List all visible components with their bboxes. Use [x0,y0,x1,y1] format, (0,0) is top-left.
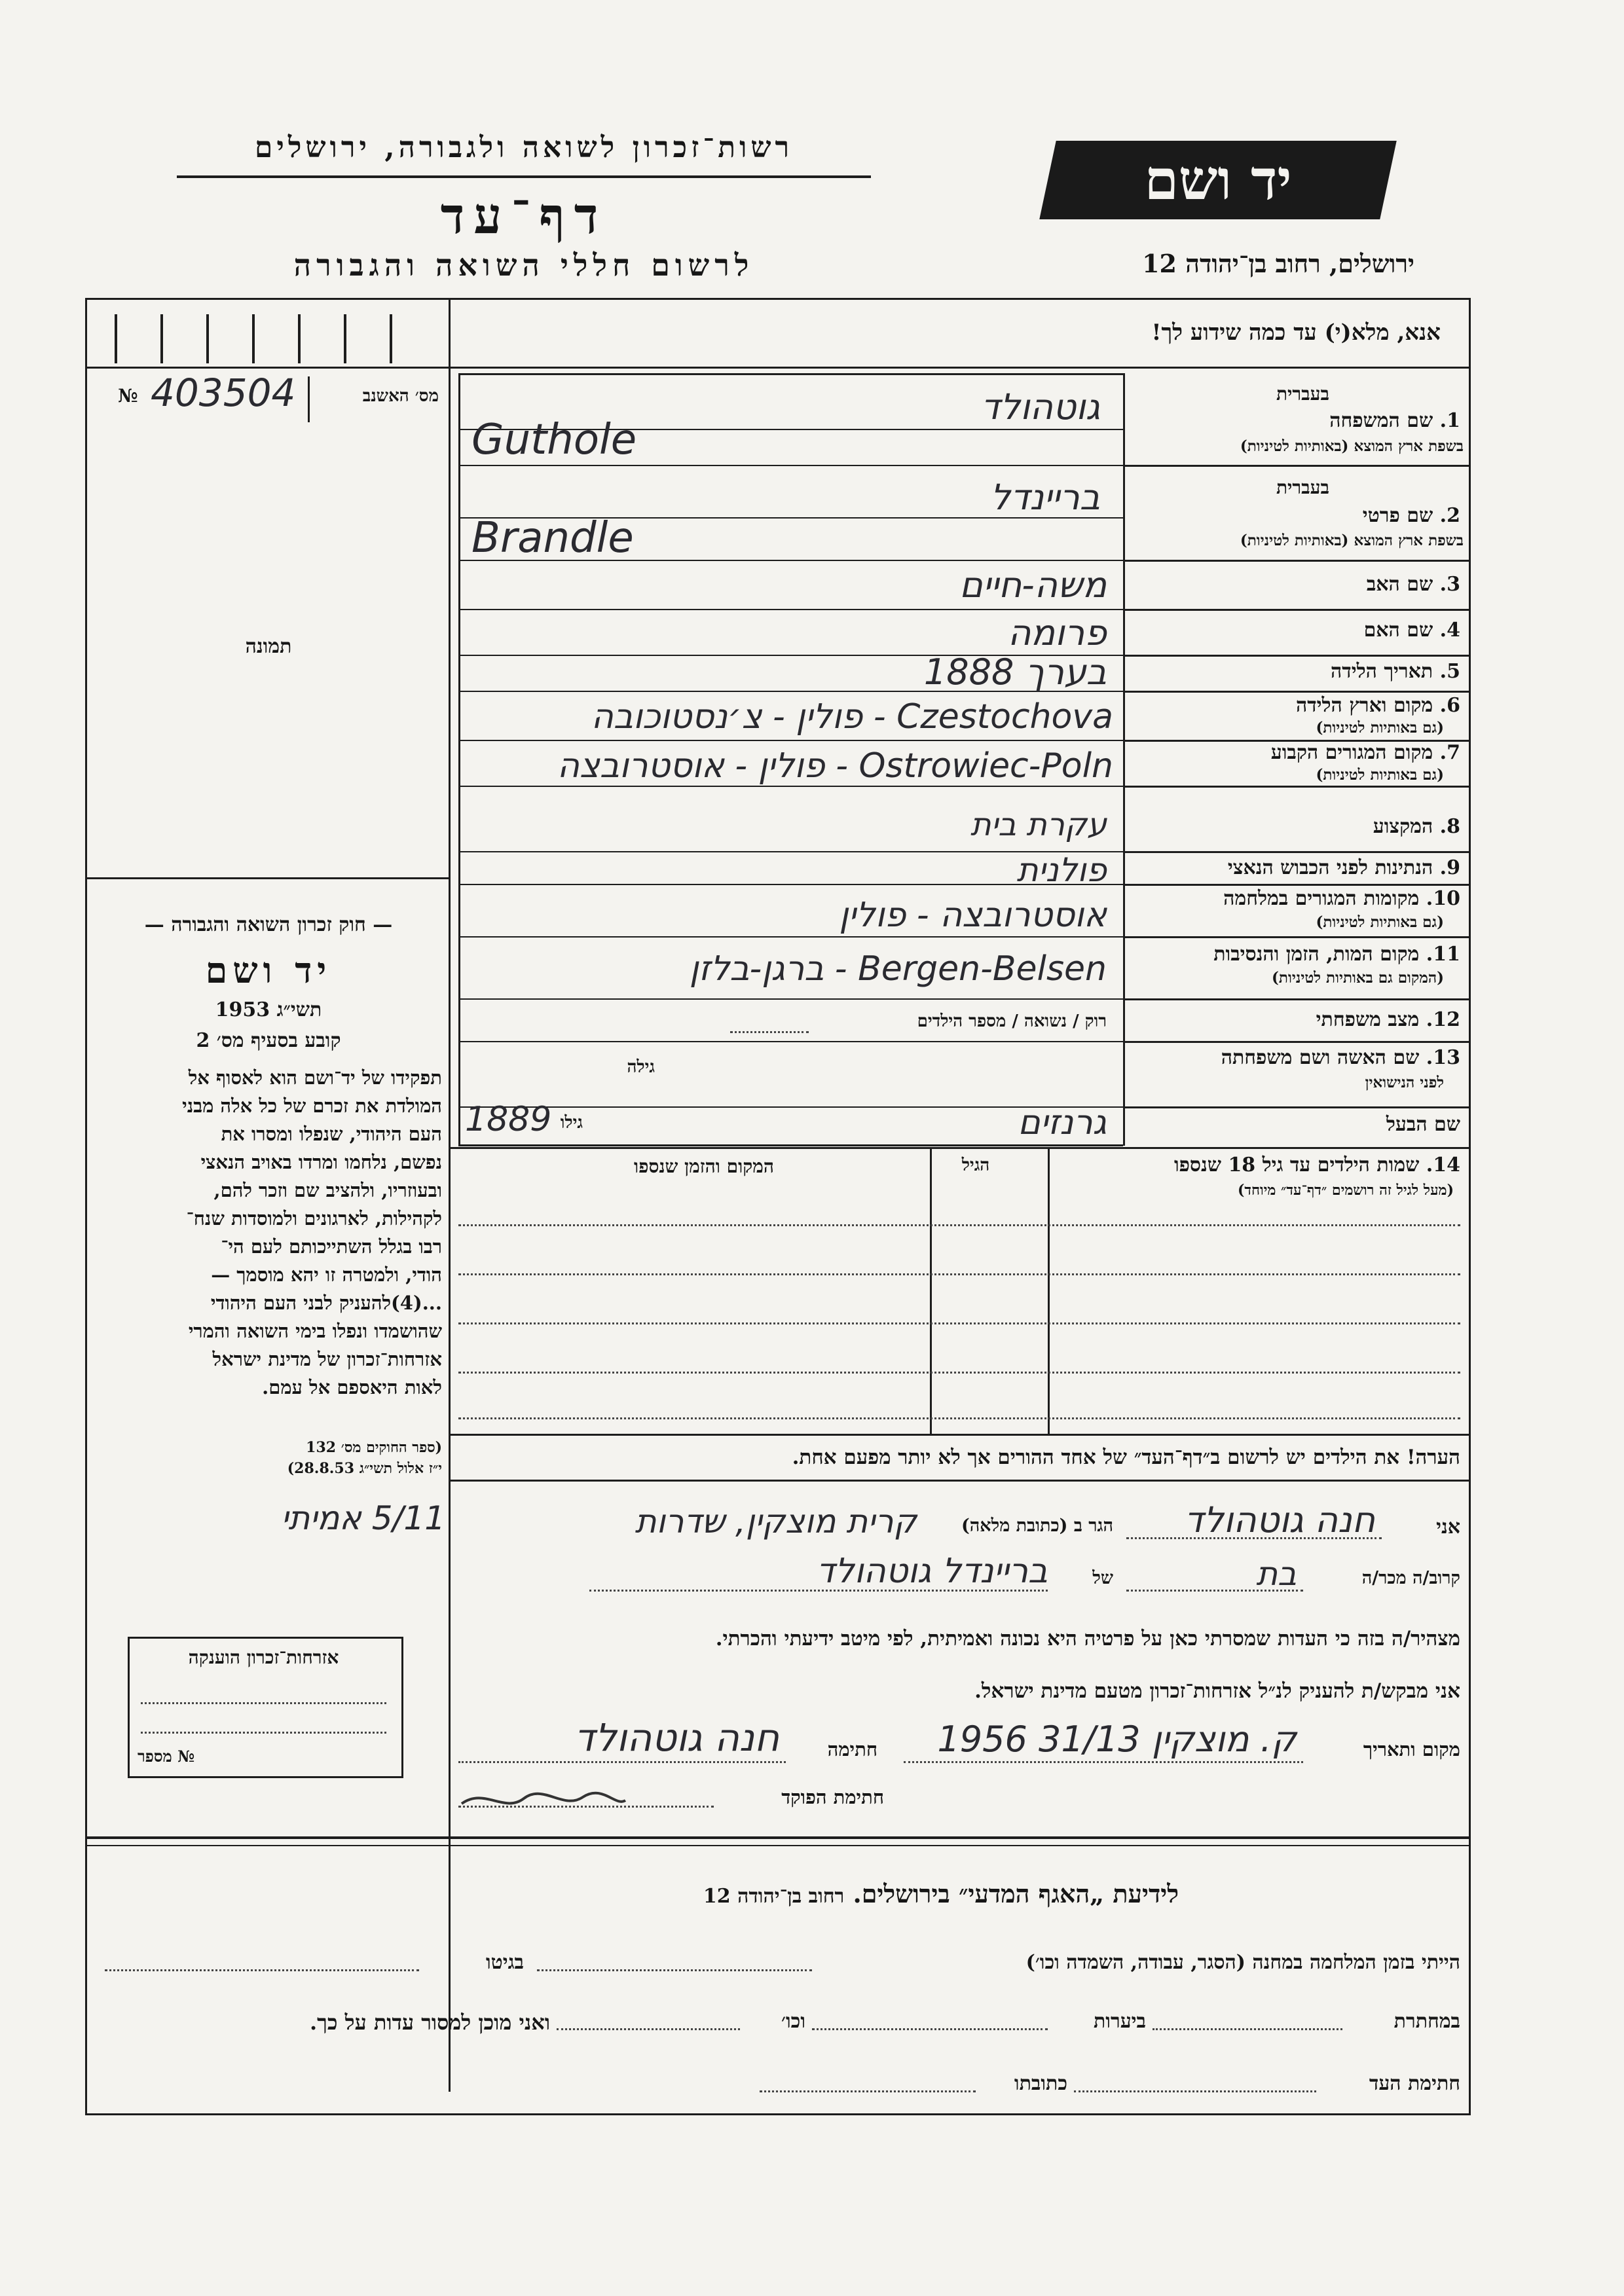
field-label: מקומות המגורים במלחמה [1223,887,1420,910]
citizenship-number-mark: № [177,1747,195,1766]
footer-line2-c: וכו׳ [781,2010,805,2033]
signature-label: חתימה [827,1738,877,1760]
field-2-value-latin: Brandle [471,514,634,562]
registration-label: מס׳ האשנב [362,386,439,406]
field-label: שם האשה ושם משפחתה [1221,1046,1420,1069]
field-label: תאריך הלידה [1331,660,1433,683]
field-1-value-latin: Guthole [471,416,637,464]
address-line: ירושלים, רחוב בן־יהודה 12 [1142,249,1414,278]
footer-line1-a: הייתי בזמן המלחמה במחנה (הסגר, עבודה, השמדה וכו׳) [1025,1951,1460,1974]
field-13-sub: לפני הנישואין [1365,1074,1444,1091]
law-body-line: הודי, ולמטרה זו יהא מוסמך — [211,1264,442,1286]
declaration-statement: מצהיר/ה בזה כי העדות שמסרתי כאן על פרטיה היא נכונה ואמיתית, לפי מיטב ידיעתי והכרתי. [715,1627,1460,1650]
field-label: מקום המות, הזמן והנסיבות [1213,943,1420,966]
in-hebrew-label-1: בעברית [1276,383,1329,405]
children-col-place: המקום והזמן שנספו [634,1156,774,1177]
signature-scribble-icon [458,1784,629,1817]
footer-heading-text: לידיעת „האגף המדעי״ בירושלים. [853,1879,1179,1908]
declaration-i-am: אני [1436,1516,1460,1539]
field-6-label [1166,694,1460,717]
official-signature-label: חתימת הפוקד [781,1786,884,1808]
field-label: מקום וארץ הלידה [1295,694,1433,717]
field-7-sub: (גם באותיות לטיניות) [1316,766,1444,784]
field-num: 8. [1439,815,1460,838]
yad-vashem-logo [1039,141,1397,219]
citizenship-box-title: אזרחות־זכרון הוענקה [188,1647,339,1668]
field-14-label [1061,1154,1460,1176]
husband-label: שם הבעל [1386,1113,1460,1136]
wife-age-label: גילה [627,1057,655,1077]
law-body-line: ובעוזריו, ולהציב שם וזכר להם, [213,1179,442,1201]
signature-value: חנה גוטהולד [574,1715,779,1760]
field-label: המקצוע [1373,815,1433,838]
field-12-label [1179,1008,1460,1031]
husband-age-label: גילו [560,1113,583,1133]
law-title: — חוק זכרון השואה והגבורה — [144,913,393,936]
form-title: דף־עד [440,187,608,245]
citizenship-number-label [138,1747,236,1766]
field-label: הנתינות לפני הכבוש הנאצי [1227,856,1433,879]
registration-no-mark: № [118,385,138,407]
field-3-value: משה-חיים [959,564,1107,606]
field-10-label [1130,887,1460,910]
address-extra: 5/11 אמיתי [281,1499,445,1537]
law-body-line: אזרחות־זכרון של מדינת ישראל [212,1348,442,1370]
law-body-line: נפשם, נלחמו ומרדו באויב הנאצי [200,1151,442,1173]
logo-text: יד ושם [1144,147,1292,212]
field-num: 12. [1426,1008,1460,1031]
official-signature-scribble [458,1784,629,1819]
field-1-value-hebrew: גוטהולד [980,386,1100,428]
children-note: הערה! את הילדים יש לרשום ב״דף־העד״ של אחד ההורים אך לא יותר מפעם אחת. [792,1446,1460,1469]
citizenship-number-text: מספר [138,1747,172,1766]
field-1-label [1244,409,1460,432]
field-num: 11. [1426,943,1460,966]
full-address-text: (כתובת מלאה) [961,1516,1068,1536]
field-label: שם פרטי [1362,504,1433,527]
field-num: 2. [1439,504,1460,527]
relative-of-value: בריינדל גוטהולד [816,1552,1048,1591]
law-body-line: לאות היאספם אל עמם. [262,1376,442,1398]
field-num: 9. [1439,856,1460,879]
field-10-value: אוסטרובצה - פולין [839,896,1107,935]
field-11-label [1130,943,1460,966]
field-num: 10. [1426,887,1460,910]
in-hebrew-label-2: בעברית [1276,477,1329,498]
husband-value: גרנזים [1018,1103,1107,1142]
field-1-sub: בשפת ארץ המוצא (באותיות לטיניות) [1240,437,1464,455]
field-2-value-hebrew: בריינדל [990,477,1100,518]
footer-line1-b: בגיטו [485,1951,524,1974]
law-body-line: תפקידו של יד־ושם הוא לאסוף אל [188,1066,442,1089]
field-num: 6. [1439,694,1460,717]
law-source [95,1437,442,1479]
residing-text: הגר ב [1073,1516,1113,1536]
field-num: 5. [1439,660,1460,683]
footer-line3-a: חתימת העד [1369,2072,1460,2095]
field-num: 14. [1426,1154,1460,1176]
law-clause: קובע בסעיף מס׳ 2 [196,1029,341,1052]
photo-label: תמונה [245,635,292,658]
field-6-value: Czestochova - פולין - צ׳נסטוכובה [591,697,1113,737]
field-7-label [1166,741,1460,764]
footer-line2-d: ואני מוכן למסור עדות על כך. [309,2010,550,2035]
children-col-age: הגיל [961,1156,990,1175]
law-body-line: העם היהודי, שנפלו ומסרו את [221,1123,442,1145]
field-num: 13. [1426,1046,1460,1069]
field-9-value: פולנית [1016,851,1107,889]
field-8-value: עקרת בית [970,807,1107,843]
footer-line2-b: ביערות [1093,2010,1146,2033]
field-5-label [1244,660,1460,683]
place-date-label: מקום ותאריך [1363,1738,1460,1760]
field-2-label [1244,504,1460,527]
field-num: 4. [1439,619,1460,642]
registration-number: 403504 [151,371,296,415]
relative-label: קרוב/ה מכר/ה [1361,1568,1460,1588]
field-10-sub: (גם באותיות לטיניות) [1316,913,1444,931]
field-4-value: פרומה [1008,612,1107,653]
field-num: 3. [1439,573,1460,596]
law-body-line: ...(4)להעניק לבני העם היהודי [210,1292,442,1314]
law-body-line: רבו בגלל השתייכותם לעם הי־ [221,1235,442,1258]
field-11-value: Bergen-Belsen - ברגן-בלזן [689,949,1107,989]
field-13-label [1130,1046,1460,1069]
field-8-label [1244,815,1460,838]
footer-heading [458,1879,1179,1909]
husband-age-value: 1889 [465,1100,552,1139]
field-11-sub: (המקום גם באותיות לטיניות) [1272,969,1444,987]
field-num: 1. [1439,409,1460,432]
field-label: שם האב [1366,573,1433,596]
field-7-value: Ostrowiec-Poln - פולין - אוסטרובצה [557,746,1113,786]
law-body [95,1064,442,1402]
footer-line2-a: במחתרת [1393,2010,1460,2033]
field-label: מקום המגורים הקבוע [1270,741,1433,764]
law-body-line: לקהילות, לארגונים ולמוסדות שנח־ [186,1207,442,1230]
law-source-line: (ספר החוקים מס׳ 132 [306,1439,442,1456]
org-line: רשות־זכרון לשואה ולגבורה, ירושלים [254,131,794,164]
field-label: מצב משפחתי [1316,1008,1420,1031]
relation-value: בת [1256,1555,1297,1593]
law-body-line: שהושמדו ונפלו בימי השואה והמרי [188,1320,442,1342]
law-source-line: י״ז אלול תשי״ג 28.8.53) [287,1460,442,1477]
law-body-line: המולדת את זכרם של כל אלה מבני [182,1095,442,1117]
field-label: שם המשפחה [1329,409,1433,432]
field-5-value: בערך 1888 [923,651,1107,693]
field-14-sub: (מעל לגיל זה רושמים ״דף־עד״ מיוחד) [1237,1182,1454,1199]
residing-label [917,1516,1113,1536]
field-6-sub: (גם באותיות לטיניות) [1316,719,1444,737]
field-label: שם האם [1363,619,1433,642]
field-4-label [1244,619,1460,642]
address-value: קרית מוצקין, שדרות [635,1503,917,1540]
field-2-sub: בשפת ארץ המוצא (באותיות לטיניות) [1240,532,1464,549]
law-year: תשי״ג 1953 [215,998,322,1021]
form-subtitle: לרשום חללי השואה והגבורה [293,247,754,283]
field-12-options: רוק / נשואה / מספר הילדים [917,1011,1107,1031]
law-name: יד ושם [205,949,332,991]
field-3-label [1244,573,1460,596]
form-instruction: אנא, מלא(י) עד כמה שידוע לך! [1151,319,1441,346]
place-date-value: ק. מוצקין 31/13 1956 [937,1719,1297,1760]
footer-address: רחוב בן־יהודה 12 [703,1885,845,1908]
field-num: 7. [1439,741,1460,764]
field-9-label [1130,856,1460,879]
field-label: שמות הילדים עד גיל 18 שנספו [1173,1154,1420,1176]
declarant-name: חנה גוטהולד [1184,1499,1375,1540]
of-label: של [1092,1568,1113,1588]
declaration-request: אני מבקש/ת להעניק לנ״ל אזרחות־זכרון מטעם מדינת ישראל. [974,1679,1460,1703]
footer-line3-b: כתובתו [1014,2072,1067,2095]
